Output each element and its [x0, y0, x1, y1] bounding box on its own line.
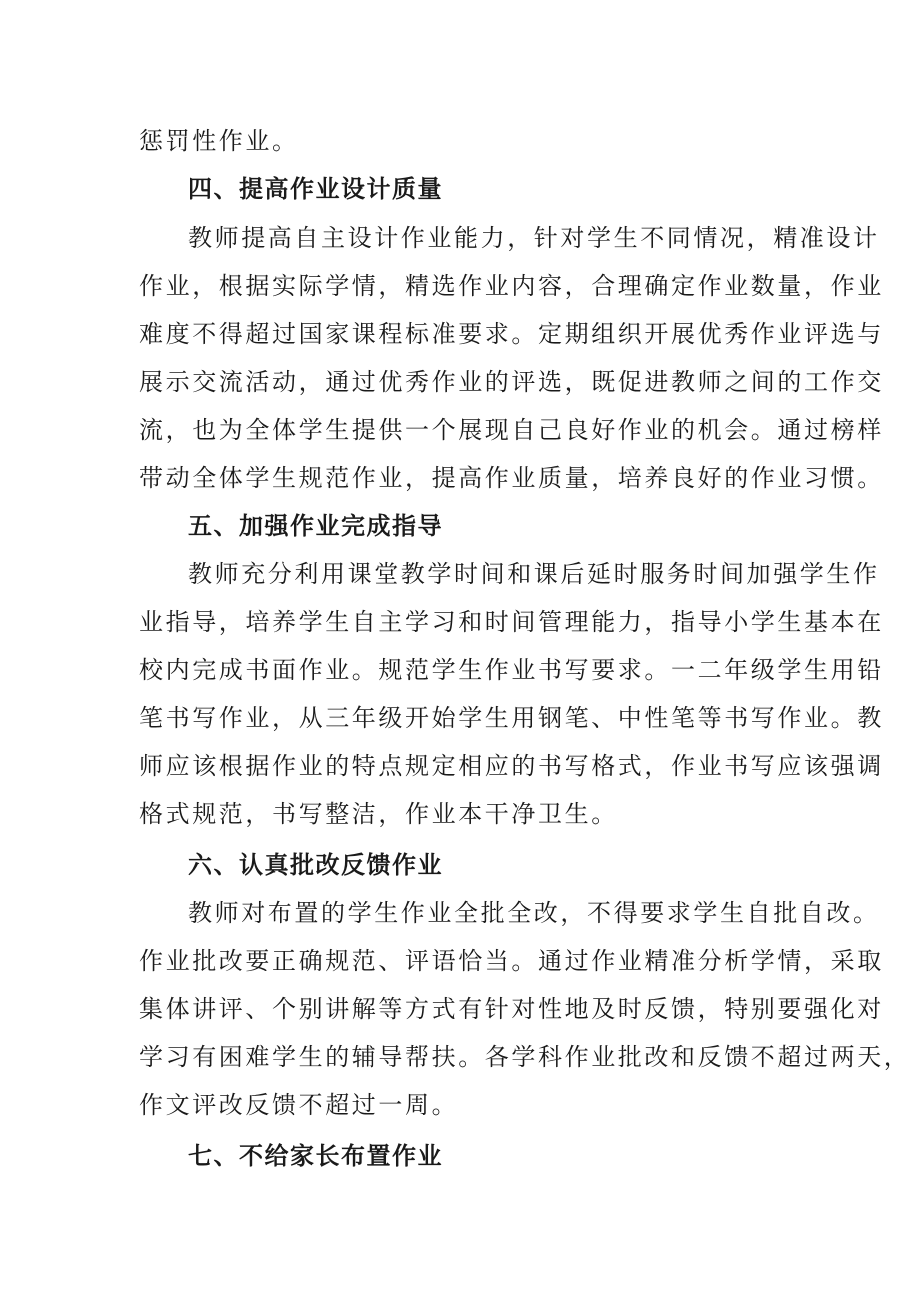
paragraph-line: 作业批改要正确规范、评语恰当。通过作业精准分析学情，采取: [139, 947, 884, 975]
paragraph-line: 师应该根据作业的特点规定相应的书写格式，作业书写应该强调: [139, 752, 884, 780]
paragraph-line: 业指导，培养学生自主学习和时间管理能力，指导小学生基本在: [139, 608, 884, 636]
paragraph-line: 带动全体学生规范作业，提高作业质量，培养良好的作业习惯。: [139, 464, 884, 492]
section-7-heading: 七、不给家长布置作业: [188, 1142, 443, 1170]
paragraph-line: 难度不得超过国家课程标准要求。定期组织开展优秀作业评选与: [139, 320, 884, 348]
paragraph-line: 集体讲评、个别讲解等方式有针对性地及时反馈，特别要强化对: [139, 995, 884, 1023]
paragraph-line: 教师提高自主设计作业能力，针对学生不同情况，精准设计: [188, 224, 880, 252]
paragraph-line: 作文评改反馈不超过一周。: [139, 1091, 459, 1119]
section-5-heading: 五、加强作业完成指导: [188, 512, 443, 540]
paragraph-line: 作业，根据实际学情，精选作业内容，合理确定作业数量，作业: [139, 272, 884, 300]
intro-tail-text: 惩罚性作业。: [139, 127, 299, 155]
paragraph-line: 教师对布置的学生作业全批全改，不得要求学生自批自改。: [188, 899, 880, 927]
paragraph-line: 学习有困难学生的辅导帮扶。各学科作业批改和反馈不超过两天，: [139, 1043, 911, 1071]
section-4-heading: 四、提高作业设计质量: [188, 175, 443, 203]
section-6-heading: 六、认真批改反馈作业: [188, 851, 443, 879]
paragraph-line: 教师充分利用课堂教学时间和课后延时服务时间加强学生作: [188, 560, 880, 588]
paragraph-line: 格式规范，书写整洁，作业本干净卫生。: [139, 800, 618, 828]
paragraph-line: 笔书写作业，从三年级开始学生用钢笔、中性笔等书写作业。教: [139, 704, 884, 732]
paragraph-line: 校内完成书面作业。规范学生作业书写要求。一二年级学生用铅: [139, 656, 884, 684]
paragraph-line: 流，也为全体学生提供一个展现自己良好作业的机会。通过榜样: [139, 416, 884, 444]
paragraph-line: 展示交流活动，通过优秀作业的评选，既促进教师之间的工作交: [139, 368, 884, 396]
